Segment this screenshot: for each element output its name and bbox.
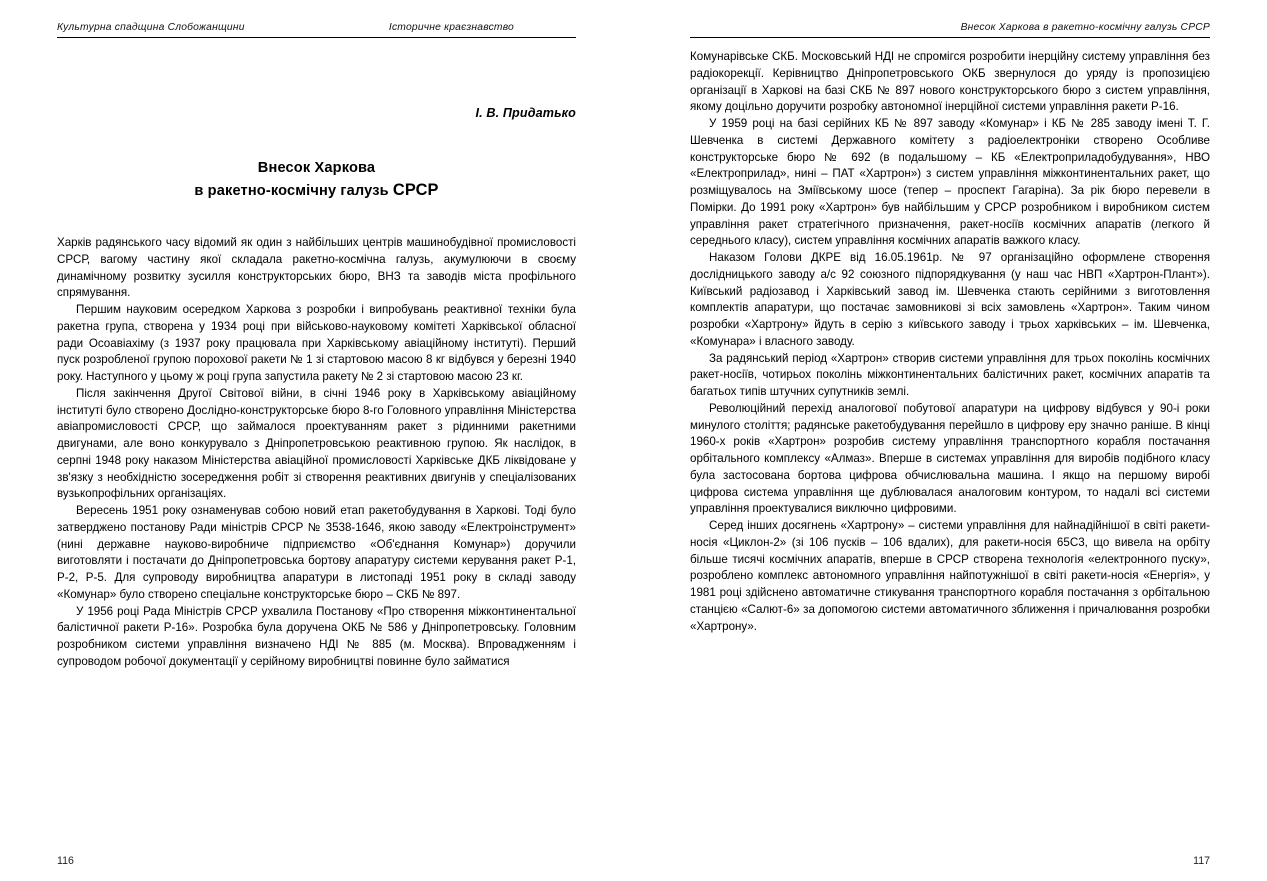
- running-head-book-title: Культурна спадщина Слобожанщини: [57, 22, 245, 33]
- page-left: [0, 0, 633, 881]
- paragraph: Революційний перехід аналогової побутової апаратури на цифрову відбувся у 90-і роки минулого століття; радянське ракетобудування перейшло в цифрову еру значно раніше. В кінці 1960-х років «Хартрон» розробив систему управління транспортного корабля постачання орбітального комплексу «Алмаз». Вперше в системах управління для виробів подібного класу була застосована бортова цифрова обчислювальна машина. І якщо на першому виробі цифрова система управління ще дублювалася аналоговим контуром, то надалі всі системи управління проектувалися виключно цифровими.: [690, 401, 1210, 516]
- article-title: [57, 158, 576, 202]
- running-head-left: [57, 22, 576, 38]
- page-right: [633, 0, 1267, 881]
- article-title-line2: [57, 179, 576, 202]
- article-title-line1: Внесок Харкова: [257, 160, 376, 176]
- paragraph: Першим науковим осередком Харкова з розробки і випробувань реактивної техніки була ракетна група, створена у 1934 році при військово-науковому комітеті Харківської обласної ради Осоавіахіму (з 1937 року працювала при Харківському авіаційному інституті). Перший пуск розробленої групою порохової ракети № 1 зі стартовою масою 8 кг відбувся у березні 1940 року. Наступного у цьому ж році група запустила ракету № 2 зі стартовою масою 23 кг.: [57, 303, 576, 384]
- paragraph: У 1959 році на базі серійних КБ № 897 заводу «Комунар» і КБ № 285 заводу імені Т. Г. Шевченка в системі Державного комітету з радіоелектроніки створено Особливе конструкторське бюро № 692 (в подальшому – КБ «Електроприладобудування», НВО «Електроприлад», нині – ПАТ «Хартрон») з систем управління міжконтинентальних ракет, що розміщувалось на Зміївському шосе (тепер – проспект Гагаріна). За рік бюро перевели в Помірки. До 1991 року «Хартрон» був найбільшим у СРСР розробником і виробником систем управління ракет стратегічного призначення, ракет-носіїв космічних апаратів (легкого й середнього класу), систем управління космічних апаратів важкого класу.: [690, 117, 1210, 248]
- paragraph: За радянський період «Хартрон» створив системи управління для трьох поколінь космічних ракет-носіїв, чотирьох поколінь міжконтинентальних балістичних ракет, космічних апаратів та багатьох типів штучних супутників землі.: [690, 351, 1210, 398]
- running-head-right: [690, 22, 1210, 38]
- paragraph: Після закінчення Другої Світової війни, в січні 1946 року в Харківському авіаційному інституті було створено Дослідно-конструкторське бюро 8-го Головного управління Міністерства авіапромисловості СРСР, що займалося проектуванням ракет з рідинними ракетними двигунами, але воно конкурувало з Дніпропетровською реактивною групою. Як наслідок, в серпні 1948 року наказом Міністерства авіаційної промисловості Харківське ДКБ ліквідоване у зв'язку з необхідністю зосередження робіт зі створення реактивних двигунів у спеціалізованих вузькопрофільних організаціях.: [57, 386, 576, 501]
- article-author: І. В. Придатько: [475, 106, 576, 120]
- page-number-right: 117: [1193, 855, 1210, 867]
- article-title-line2-text: в ракетно-космічну галузь: [194, 182, 393, 199]
- running-head-article-title: Внесок Харкова в ракетно-космічну галузь СРСР: [960, 22, 1210, 33]
- running-head-section: Історичне краєзнавство: [388, 22, 514, 33]
- article-title-acronym: СРСР: [392, 180, 439, 199]
- paragraph: Серед інших досягнень «Хартрону» – системи управління для найнадійнішої в світі ракети-носія «Циклон-2» (зі 106 пусків – 106 вдалих), для ракети-носія 65С3, що вивела на орбіту більше тисячі космічних апаратів, вперше в СРСР створена технологія «електронного пуску», розроблено комплекс автономного управління найпотужнішої в світі ракети-носія «Енергія», у 1981 році здійснено автоматичне стикування транспортного корабля постачання з орбітальною станцією «Салют-6» за допомогою системи автоматичного зближення і причалювання розробки «Хартрону».: [690, 519, 1210, 633]
- body-text-left: [57, 235, 576, 671]
- page-number-left: 116: [57, 855, 74, 867]
- body-text-right: [690, 49, 1210, 635]
- paragraph: У 1956 році Рада Міністрів СРСР ухвалила Постанову «Про створення міжконтинентальної балістичної ракети Р-16». Розробка була доручена ОКБ № 586 у Дніпропетровську. Головним розробником системи управління визначено НДІ № 885 (м. Москва). Впровадженням і супроводом робочої документації у серійному виробництві повинне було займатися: [57, 604, 576, 668]
- paragraph: Комунарівське СКБ. Московський НДІ не спромігся розробити інерційну систему управління без радіокорекції. Керівництво Дніпропетровського ОКБ звернулося до уряду із пропозицією організації в Харкові на базі СКБ № 897 нового конструкторського бюро з систем управління, якому доцільно доручити розробку автономної інерційної системи управління ракети Р-16.: [690, 50, 1210, 114]
- paragraph: Харків радянського часу відомий як один з найбільших центрів машинобудівної промисловості СРСР, вагому частину якої складала ракетно-космічна галузь, акумулюючи в своєму динамічному розвитку зусилля конструкторських бюро, ВНЗ та заводів міста профільного спрямування.: [57, 236, 576, 300]
- running-head-spacer: [245, 22, 389, 33]
- paragraph: Вересень 1951 року ознаменував собою новий етап ракетобудування в Харкові. Тоді було затверджено постанову Ради міністрів СРСР № 3538-1646, якою заводу «Електроінструмент» (нині державне науково-виробниче підприємство «Об'єднання Комунар») доручили виготовляти і постачати до Дніпропетровська бортову апаратуру системи керування ракет Р-1, Р-2, Р-5. Для супроводу виробництва апаратури в листопаді 1951 року в складі заводу «Комунар» було створено спеціальне конструкторське бюро – СКБ № 897.: [57, 504, 576, 601]
- paragraph: Наказом Голови ДКРЕ від 16.05.1961р. № 97 організаційно оформлене створення дослідницького заводу а/с 92 союзного підпорядкування (у наш час НВП «Хартрон-Плант»). Київський радіозавод і Харківський завод ім. Шевченка стають серійними з виготовлення комплектів апаратури, що постачає замовникові зі всіх замовлень «Хартрон». Таким чином розробки «Хартрону» йдуть в серію з київського заводу і трьох харківських – ім. Шевченка, «Комунара» і власного заводу.: [690, 251, 1210, 348]
